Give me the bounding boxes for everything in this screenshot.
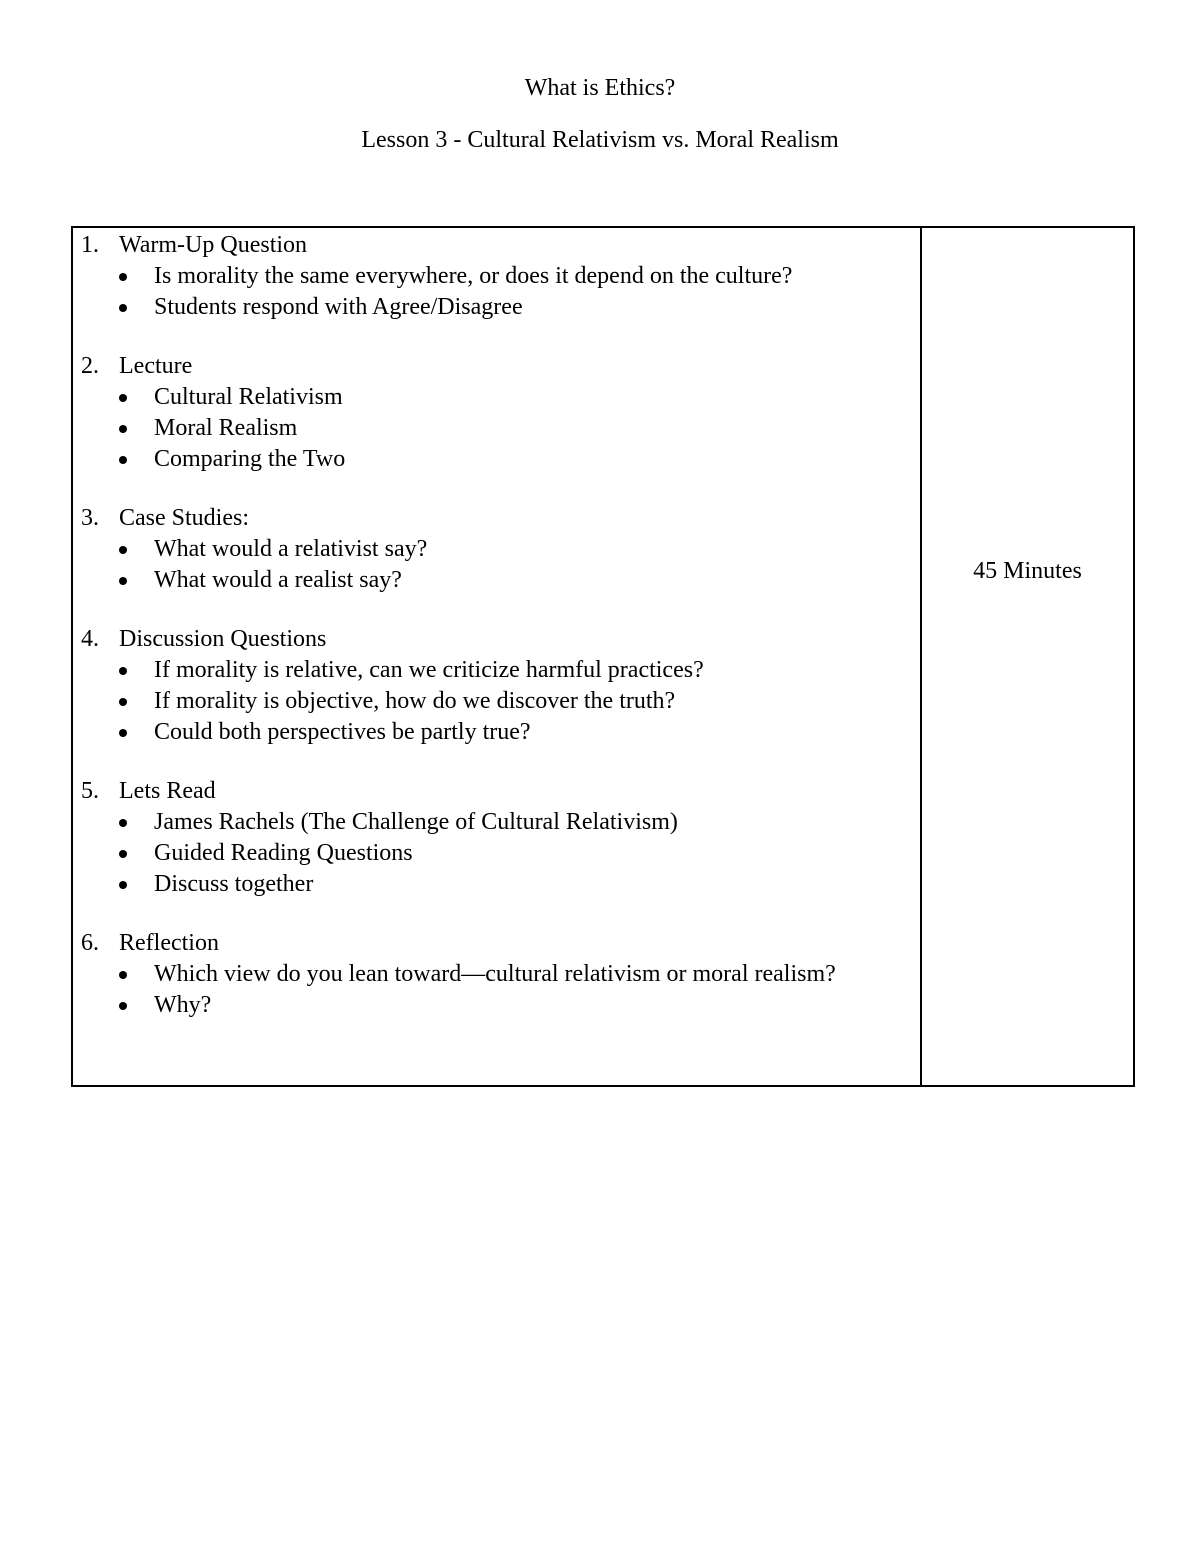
- section-heading: Reflection: [119, 930, 219, 956]
- section-number: 3.: [81, 505, 99, 531]
- bullet-icon: [119, 425, 127, 433]
- bullet-text: Discuss together: [154, 871, 314, 897]
- bullet-text: If morality is relative, can we criticize harmful practices?: [154, 657, 704, 683]
- bullet-item: [119, 565, 920, 596]
- bullet-text: Is morality the same everywhere, or does it depend on the culture?: [154, 263, 793, 289]
- bullet-list: [119, 655, 920, 748]
- bullet-item: [119, 869, 920, 900]
- bullet-text: What would a realist say?: [154, 567, 402, 593]
- bullet-icon: [119, 577, 127, 585]
- bullet-list: [119, 382, 920, 475]
- bullet-item: [119, 413, 920, 444]
- bullet-item: [119, 534, 920, 565]
- time-cell: [921, 227, 1134, 1086]
- duration-label: 45 Minutes: [973, 557, 1082, 584]
- section-number: 2.: [81, 353, 99, 379]
- bullet-item: [119, 382, 920, 413]
- bullet-text: James Rachels (The Challenge of Cultural Relativism): [154, 809, 678, 835]
- bullet-icon: [119, 1002, 127, 1010]
- activity-section: [81, 502, 920, 596]
- bullet-icon: [119, 304, 127, 312]
- section-number: 5.: [81, 778, 99, 804]
- bullet-text: Which view do you lean toward—cultural relativism or moral realism?: [154, 961, 836, 987]
- activity-section: [81, 775, 920, 900]
- bullet-icon: [119, 881, 127, 889]
- activity-section: [81, 623, 920, 748]
- bullet-item: [119, 990, 920, 1021]
- activity-list: [73, 229, 920, 1021]
- bullet-list: [119, 261, 920, 323]
- section-number: 4.: [81, 626, 99, 652]
- activity-section: [81, 229, 920, 323]
- section-number: 1.: [81, 232, 99, 258]
- bullet-item: [119, 292, 920, 323]
- bullet-icon: [119, 394, 127, 402]
- bullet-list: [119, 959, 920, 1021]
- document-subtitle: Lesson 3 - Cultural Relativism vs. Moral Realism: [361, 127, 839, 153]
- bullet-list: [119, 807, 920, 900]
- bullet-icon: [119, 273, 127, 281]
- bullet-text: Why?: [154, 992, 212, 1018]
- bullet-item: [119, 686, 920, 717]
- bullet-text: Could both perspectives be partly true?: [154, 719, 531, 745]
- bullet-text: Comparing the Two: [154, 446, 346, 472]
- bullet-text: What would a relativist say?: [154, 536, 428, 562]
- bullet-text: Students respond with Agree/Disagree: [154, 294, 523, 320]
- bullet-text: Guided Reading Questions: [154, 840, 413, 866]
- section-heading: Discussion Questions: [119, 626, 327, 652]
- bullet-icon: [119, 729, 127, 737]
- table-row: [72, 227, 1134, 1086]
- bullet-item: [119, 807, 920, 838]
- bullet-icon: [119, 667, 127, 675]
- bullet-text: Cultural Relativism: [154, 384, 343, 410]
- bullet-icon: [119, 819, 127, 827]
- bullet-icon: [119, 456, 127, 464]
- bullet-item: [119, 261, 920, 292]
- activity-section: [81, 927, 920, 1021]
- lesson-plan-table: [71, 226, 1135, 1087]
- section-number: 6.: [81, 930, 99, 956]
- bullet-item: [119, 444, 920, 475]
- bullet-text: Moral Realism: [154, 415, 298, 441]
- bullet-icon: [119, 546, 127, 554]
- section-heading: Warm-Up Question: [119, 232, 308, 258]
- section-heading: Lets Read: [119, 778, 216, 804]
- bullet-item: [119, 717, 920, 748]
- bullet-icon: [119, 971, 127, 979]
- bullet-icon: [119, 850, 127, 858]
- bullet-list: [119, 534, 920, 596]
- document-title: What is Ethics?: [524, 75, 676, 101]
- bullet-text: If morality is objective, how do we discover the truth?: [154, 688, 676, 714]
- bullet-item: [119, 655, 920, 686]
- section-heading: Case Studies:: [119, 505, 249, 531]
- section-heading: Lecture: [119, 353, 193, 379]
- bullet-item: [119, 838, 920, 869]
- bullet-icon: [119, 698, 127, 706]
- activity-section: [81, 350, 920, 475]
- activities-cell: [72, 227, 921, 1086]
- bullet-item: [119, 959, 920, 990]
